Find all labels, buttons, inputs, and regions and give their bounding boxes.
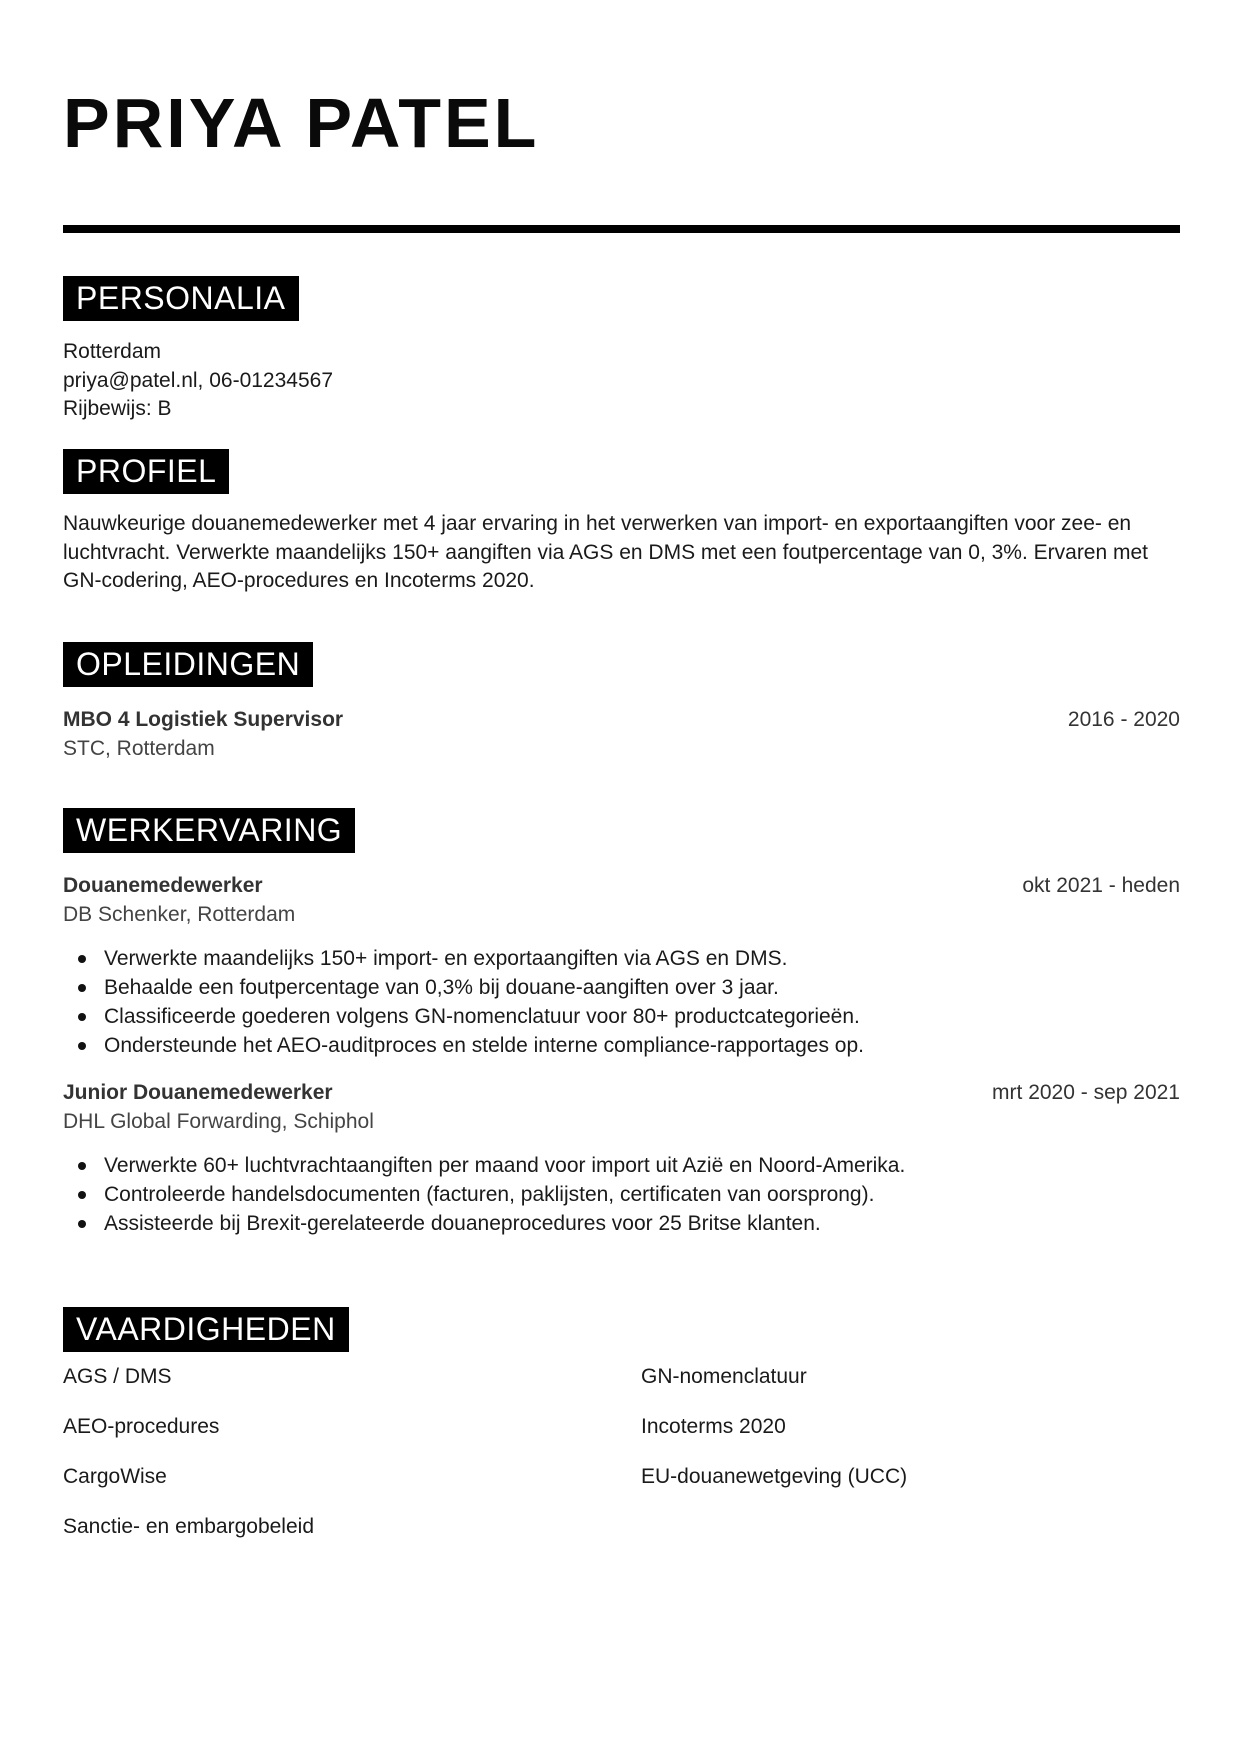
section-title-opleidingen: OPLEIDINGEN [63,642,313,687]
list-item: Behaalde een foutpercentage van 0,3% bij douane-aangiften over 3 jaar. [63,973,1180,1002]
resume-page [63,0,1180,1754]
skill-item: AGS / DMS [63,1365,172,1388]
skill-item: Sanctie- en embargobeleid [63,1515,314,1538]
skills-grid [63,1362,1180,1541]
personalia-license: Rijbewijs: B [63,397,172,420]
skill-item: GN-nomenclatuur [641,1365,807,1388]
section-personalia [63,276,1180,424]
section-title-profiel: PROFIEL [63,449,229,494]
job-title: Douanemedewerker [63,874,263,897]
job-entry [63,871,1180,1060]
bullet-dot-icon [78,1013,86,1021]
bullet-dot-icon [78,1162,86,1170]
bullet-dot-icon [78,984,86,992]
job-bullets [63,1151,1180,1238]
section-opleidingen [63,642,1180,763]
education-entry [63,705,1180,763]
education-date: 2016 - 2020 [1067,708,1180,731]
bullet-dot-icon [78,955,86,963]
education-title: MBO 4 Logistiek Supervisor [63,708,344,731]
list-item: Verwerkte 60+ luchtvrachtaangiften per maand voor import uit Azië en Noord-Amerika. [63,1151,1180,1180]
education-school: STC, Rotterdam [63,737,215,760]
list-item: Assisteerde bij Brexit-gerelateerde douaneprocedures voor 25 Britse klanten. [63,1209,1180,1238]
skill-item: CargoWise [63,1465,167,1488]
header-divider [63,225,1180,233]
bullet-dot-icon [78,1042,86,1050]
profiel-text: Nauwkeurige douanemedewerker met 4 jaar ervaring in het verwerken van import- en exportaangiften voor zee- en luchtvracht. Verwerkte maandelijks 150+ aangiften via AGS en DMS met een foutpercentage van 0, 3%. Ervaren met GN-codering, AEO-procedures en Incoterms 2020. [63,512,1149,592]
job-bullets [63,944,1180,1060]
list-item: Verwerkte maandelijks 150+ import- en exportaangiften via AGS en DMS. [63,944,1180,973]
list-item: Ondersteunde het AEO-auditproces en stelde interne compliance-rapportages op. [63,1031,1180,1060]
bullet-dot-icon [78,1220,86,1228]
section-title-werkervaring: WERKERVARING [63,808,355,853]
job-date: mrt 2020 - sep 2021 [992,1081,1180,1104]
job-date: okt 2021 - heden [1022,874,1180,897]
skill-item: AEO-procedures [63,1415,220,1438]
job-company: DB Schenker, Rotterdam [63,903,296,926]
skill-item: EU-douanewetgeving (UCC) [641,1465,908,1488]
personalia-contact: priya@patel.nl, 06-01234567 [63,368,334,392]
section-werkervaring [63,808,1180,1238]
section-vaardigheden [63,1307,1180,1541]
section-title-personalia: PERSONALIA [63,276,299,321]
skill-item: Incoterms 2020 [641,1415,786,1438]
job-entry [63,1078,1180,1238]
job-title: Junior Douanemedewerker [63,1081,333,1104]
candidate-name: PRIYA PATEL [63,84,540,162]
job-company: DHL Global Forwarding, Schiphol [63,1110,374,1133]
list-item: Controleerde handelsdocumenten (facturen, paklijsten, certificaten van oorsprong). [63,1180,1180,1209]
section-title-vaardigheden: VAARDIGHEDEN [63,1307,349,1352]
bullet-dot-icon [78,1191,86,1199]
section-profiel [63,449,1180,596]
list-item: Classificeerde goederen volgens GN-nomenclatuur voor 80+ productcategorieën. [63,1002,1180,1031]
personalia-city: Rotterdam [63,340,162,363]
